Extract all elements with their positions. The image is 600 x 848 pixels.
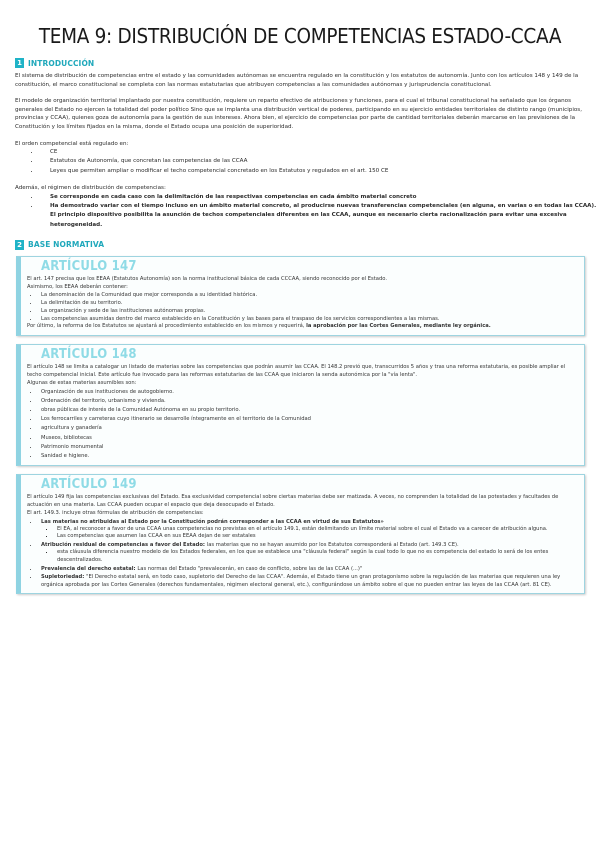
list-item — [39, 573, 578, 589]
list-item: • Ha demostrado variar con el tiempo incluso en un ámbito material concreto, al producirse nuevas transferencias competenciales (en alguna, en varias o en todas las CCAA). El principio dispositivo posibilita la asunción de techos competenciales diferentes en las CCAA, aunque es necesario cierta racionalización para evitar una excesiva heterogeneidad. — [40, 202, 600, 230]
article-paragraph: El art. 149.3. incluye otras fórmulas de atribución de competencias: — [27, 509, 204, 516]
bold-text: Prevalencia del derecho estatal: — [41, 565, 138, 572]
intro-paragraph-4: Además, el régimen de distribución de competencias: — [15, 185, 166, 192]
sub-list — [41, 549, 578, 565]
text-span: Por último, la reforma de los Estatutos se ajustará al procedimiento establecido en los mismos y requerirá, — [27, 323, 307, 330]
intro-paragraph-2: El modelo de organización territorial implantado por nuestra constitución, requiere un reparto efectivo de atribuciones y funciones, para el cual el tribunal constitucional ha señalado que los órganos generales del Estado no ejercen la totalidad del poder político Sino que se implanta una distribución vertical de poderes, participando en su ejercicio entidades territoriales de distinto rango (municipios, provincias y CCAA), quienes goza de autonomía para la gestión de sus intereses. Ahora bien, el ejercicio de competencias por parte de cantidad territoriales deberán marcarse en las previsiones de la Constitución y los límites fijados en la misma, donde el Estado ocupa una posición de superioridad. — [15, 98, 583, 130]
article-paragraph: El artículo 149 fija las competencias exclusivas del Estado. Esa exclusividad competencial sobre ciertas materias debe ser matizada. A veces, no comprenden la totalidad de las potestades y facultades de actuación en una materia. Las CCAA pueden ocupar el espacio que deja desocupado el Estado. — [27, 494, 559, 509]
list-item — [39, 565, 578, 573]
article-paragraph: El art. 147 precisa que los EEAA (Estatutos Autonomía) son la norma institucional básica de cada CCCAA, siendo reconocido por el Estado. — [27, 275, 387, 282]
text-span: Las normas del Estado "prevalecerán, en caso de conflicto, sobre las de las CCAA (...)" — [137, 565, 363, 572]
list-item: • Ordenación del territorio, urbanismo y vivienda. — [39, 397, 578, 406]
list-item: • Museos, bibliotecas — [39, 434, 578, 443]
article-heading: ARTÍCULO 149 — [41, 477, 137, 493]
list-item: ▪ esta cláusula diferencia nuestro modelo de los Estados federales, en los que se establece una "cláusula federal" según la cual todo lo que no es competencia del estado lo será de los entes descentralizados. — [55, 549, 578, 565]
article-148-card — [16, 344, 585, 466]
bullet-list — [0, 193, 600, 230]
section-heading-base — [15, 240, 600, 250]
text-span: "El Derecho estatal será, en todo caso, supletorio del Derecho de las CCAA". Además, el Estado tiene un gran protagonismo sobre la regulación de las materias que requieren una ley orgánica aprobada por las Cortes Generales (derechos fundamentales, régimen electoral general, etc.), configurándose un ámbito sobre el que no pueden entrar las leyes de las CCAA (art. 81 CE). — [41, 573, 561, 588]
intro-paragraph-3: El orden competencial está regulado en: — [15, 140, 129, 147]
list-item: ▪ Las competencias que asumen las CCAA en sus EEAA dejan de ser estatales — [55, 533, 578, 541]
bold-text: Las materias no atribuidas al Estado por la Constitución podrán corresponder a las CCAA en virtud de sus Estatutos» — [41, 518, 384, 525]
list-item: • Estatutos de Autonomía, que concretan las competencias de las CCAA — [40, 157, 600, 166]
bold-text: Atribución residual de competencias a favor del Estado: — [41, 542, 207, 549]
list-item: • Se corresponde en cada caso con la delimitación de las respectivas competencias en cada ámbito material concreto — [40, 193, 600, 202]
list-item: • Leyes que permiten ampliar o modificar el techo competencial concretado en los Estatutos y regulados en el art. 150 CE — [40, 167, 600, 176]
list-item: • Sanidad e higiene. — [39, 452, 578, 461]
text-span: las materias que no se hayan asumido por los Estatutos corresponderá al Estado (art. 149.3 CE). — [206, 542, 459, 549]
bullet-list — [27, 388, 578, 462]
page-title: TEMA 9: DISTRIBUCIÓN DE COMPETENCIAS ESTADO-CCAA — [38, 24, 562, 48]
bold-text: Supletoriedad: — [41, 573, 87, 580]
list-item: • La denominación de la Comunidad que mejor corresponda a su identidad histórica. — [39, 291, 578, 299]
list-item: • CE — [40, 148, 600, 157]
bullet-list — [27, 518, 578, 589]
bold-text: la aprobación por las Cortes Generales, mediante ley orgánica. — [306, 323, 491, 330]
article-paragraph — [27, 323, 578, 331]
section-heading-intro — [15, 58, 600, 68]
list-item: • La delimitación de su territorio. — [39, 299, 578, 307]
article-paragraph: Algunas de estas materias asumibles son: — [27, 379, 137, 386]
intro-paragraph-1: El sistema de distribución de competencias entre el estado y las comunidades autónomas se encuentra regulado en la constitución y los estatutos de autonomía. Junto con los artículos 148 y 149 de la constitución, el marco constitucional se completa con las normas estatutarias que atribuyen competencias a las comunidades autónomas y jurisprudencia constitucional. — [15, 73, 579, 88]
list-item: • Los ferrocarriles y carreteras cuyo itinerario se desarrolle íntegramente en el territorio de la Comunidad — [39, 415, 578, 424]
section-title: INTRODUCCIÓN — [28, 58, 95, 68]
article-paragraph: Asimismo, los EEAA deberán contener: — [27, 283, 128, 290]
list-item: • Patrimonio monumental — [39, 443, 578, 452]
list-item — [39, 541, 578, 565]
list-item: • agricultura y ganadería — [39, 424, 578, 433]
list-item: ▪ El EA, al reconocer a favor de una CCAA unas competencias no previstas en el artículo 149.1, están delimitando un límite material sobre el cual el Estado va a carecer de atribución alguna. — [55, 526, 578, 534]
article-147-card — [16, 256, 585, 336]
article-paragraph: El artículo 148 se limita a catalogar un listado de materias sobre las competencias que podrán asumir las CCAA. El 148.2 previó que, transcurridos 5 años y tras una reforma estatutaria, es posible ampliar el techo competencial inicial. Este artículo fue invocado para las reformas estatutarias de las CCAA que iniciaron la senda autonómica por la "vía lenta". — [27, 364, 566, 379]
bullet-list — [27, 291, 578, 323]
list-item: • Las competencias asumidas dentro del marco establecido en la Constitución y las bases para el traspaso de los servicios correspondientes a las mismas. — [39, 315, 578, 323]
section-title: BASE NORMATIVA — [28, 240, 105, 250]
article-heading: ARTÍCULO 148 — [41, 347, 137, 363]
bullet-list — [0, 148, 600, 176]
list-item: • La organización y sede de las instituciones autónomas propias. — [39, 307, 578, 315]
article-heading: ARTÍCULO 147 — [41, 258, 137, 274]
section-number: 2 — [15, 240, 24, 250]
list-item: • Organización de sus instituciones de autogobierno. — [39, 388, 578, 397]
section-number: 1 — [15, 58, 24, 68]
list-item — [39, 518, 578, 542]
sub-list — [41, 526, 578, 542]
list-item: • obras públicas de interés de la Comunidad Autónoma en su propio territorio. — [39, 406, 578, 415]
article-149-card — [16, 474, 585, 594]
